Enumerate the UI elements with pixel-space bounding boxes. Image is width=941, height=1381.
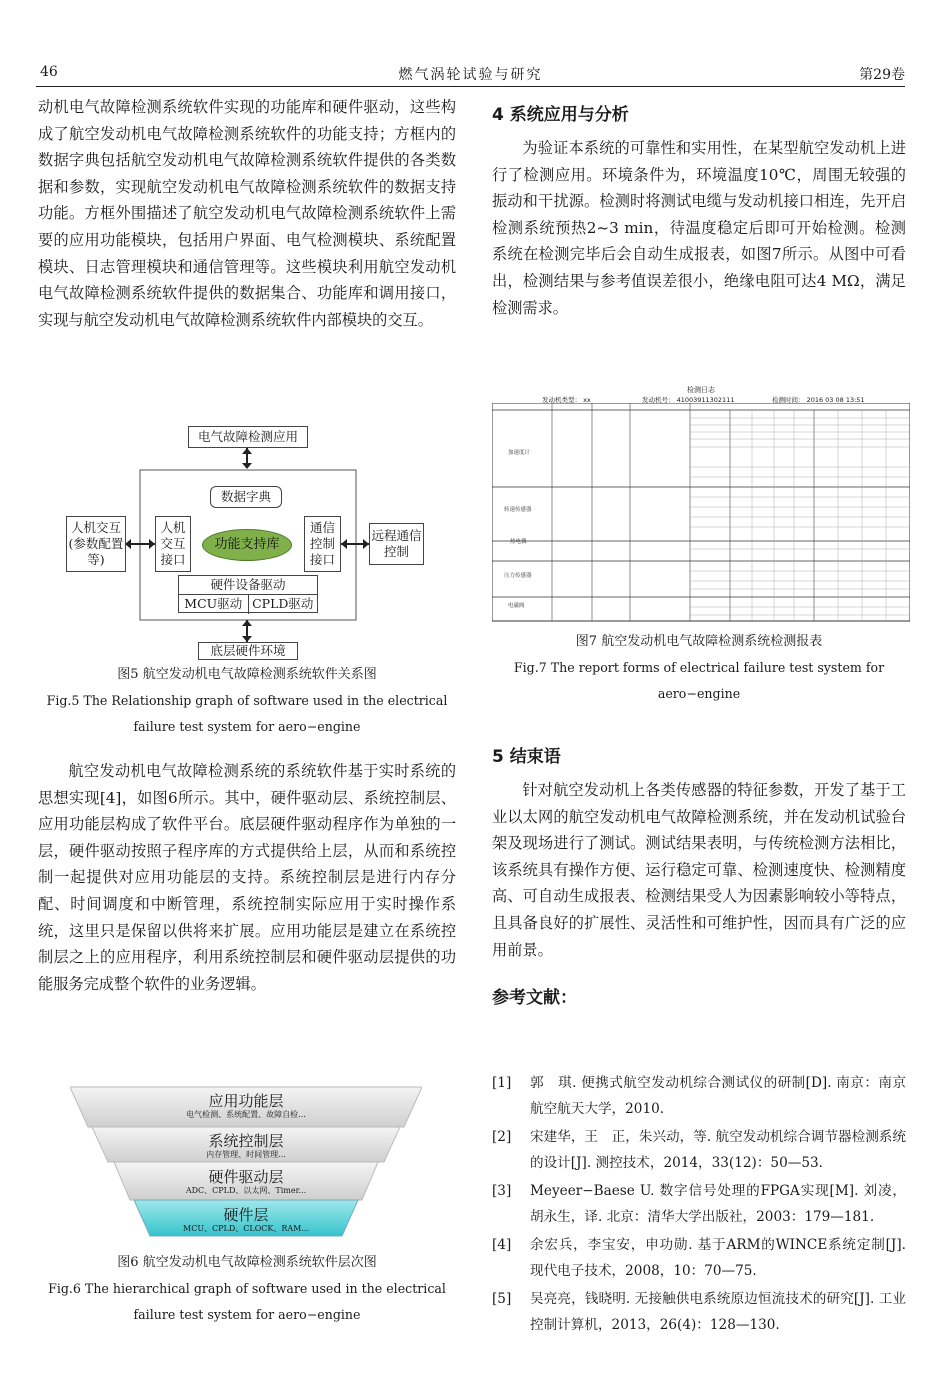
references-title: 参考文献：: [492, 988, 577, 1009]
volume-label: 第29卷: [859, 67, 905, 83]
page-number: 46: [40, 64, 58, 80]
layer-hardware-sub: MCU、CPLD、CLOCK、RAM...: [183, 1224, 309, 1233]
report-grid: [492, 403, 910, 623]
journal-title: 燃气涡轮试验与研究: [398, 67, 543, 83]
figure-5-caption-en-1: Fig.5 The Relationship graph of software used in the electrical: [46, 693, 448, 708]
layer-app-title: 应用功能层: [208, 1092, 284, 1110]
report-row-label-5: 电磁阀: [508, 603, 525, 609]
report-test-time: 检测时间： 2016 03 08 13:51: [772, 396, 865, 404]
section-5-title: 5 结束语: [492, 747, 561, 767]
figure-7-report: [492, 385, 910, 623]
figure-7-caption-cn: 图7 航空发动机电气故障检测系统检测报表: [575, 634, 823, 649]
figure-6-caption: [38, 1250, 456, 1328]
figure-5-caption: [38, 662, 456, 740]
left-column-lower: [38, 758, 456, 997]
right-paragraph-2: 针对航空发动机上各类传感器的特征参数，开发了基于工业以太网的航空发动机电气故障检测系统，并在发动机试验台架及现场进行了测试。测试结果表明，与传统检测方法相比，该系统具有操作方便、运行稳定可靠、检测速度快、检测精度高、可自动生成报表、检测结果受人为因素影响较小等特点，且具备良好的扩展性、灵活性和可维护性，因而具有广泛的应用前景。: [492, 781, 906, 959]
left-column: [38, 94, 456, 333]
section-4-title: 4 系统应用与分析: [492, 105, 629, 125]
left-paragraph-1: 动机电气故障检测系统软件实现的功能库和硬件驱动，这些构成了航空发动机电气故障检测系统软件的功能支持；方框内的数据字典包括航空发动机电气故障检测系统软件提供的各类数据和参数，实现航空发动机电气故障检测系统软件的数据支持功能。方框外围描述了航空发动机电气故障检测系统软件上需要的应用功能模块，包括用户界面、电气检测模块、系统配置模块、日志管理模块和通信管理等。这些模块利用航空发动机电气故障检测系统软件提供的数据集合、功能库和调用接口，实现与航空发动机电气故障检测系统软件内部模块的交互。: [38, 98, 456, 329]
hmi-interface-box: 人机交互接口: [155, 516, 191, 572]
comm-interface-box: 通信控制接口: [304, 516, 341, 572]
right-column-lower: [492, 742, 906, 1008]
layer-app-sub: 电气检测、系统配置、故障自检...: [186, 1110, 306, 1119]
figure-5-caption-en-2: failure test system for aero−engine: [133, 719, 361, 734]
layer-driver-sub: ADC、CPLD、以太网、Timer...: [185, 1186, 307, 1195]
layer-control-title: 系统控制层: [208, 1132, 284, 1150]
report-row-label-4: 压力传感器: [504, 573, 532, 579]
right-paragraph-1: 为验证本系统的可靠性和实用性，在某型航空发动机上进行了检测应用。环境条件为，环境温度10℃，周围无较强的振动和干扰源。检测时将测试电缆与发动机接口相连，先开启检测系统预热2~3 min，待温度稳定后即可开始检测。检测系统在检测完毕后会自动生成报表，如图7所示。从图中可看出，检测结果与参考值误差很小，绝缘电阻可达4 MΩ，满足检测需求。: [492, 139, 906, 317]
mcu-driver-label: MCU驱动: [179, 595, 249, 614]
layer-hardware-title: 硬件层: [223, 1206, 269, 1224]
figure-7-caption-en-1: Fig.7 The report forms of electrical failure test system for: [513, 660, 885, 675]
app-box: 电气故障检测应用: [188, 426, 308, 448]
hardware-driver-label: 硬件设备驱动: [179, 576, 317, 595]
report-row-label-3: 热电偶: [510, 539, 527, 545]
figure-7-caption-en-2: aero−engine: [657, 686, 741, 701]
layer-control-sub: 内存管理、时间管理...: [206, 1150, 286, 1159]
figure-6-caption-en-2: failure test system for aero−engine: [133, 1307, 361, 1322]
figure-6-caption-en-1: Fig.6 The hierarchical graph of software used in the electrical: [48, 1281, 446, 1296]
hardware-driver-box: [178, 575, 318, 613]
report-title: 检测日志: [687, 386, 715, 394]
figure-5: [38, 420, 456, 660]
running-header: [36, 60, 905, 87]
left-paragraph-2: 航空发动机电气故障检测系统的系统软件基于实时系统的思想实现[4]，如图6所示。其中，硬件驱动层、系统控制层、应用功能层构成了软件平台。底层硬件驱动程序作为单独的一层，硬件驱动按照子程序库的方式提供给上层，从而和系统控制一起提供对应用功能层的支持。系统控制层是进行内存分配、时间调度和中断管理，系统控制实际应用于实时操作系统，这里只是保留以供将来扩展。应用功能层是建立在系统控制层之上的应用程序，利用系统控制层和硬件驱动层提供的功能服务完成整个软件的业务逻辑。: [38, 762, 456, 993]
figure-6: [70, 1082, 422, 1242]
layer-driver-title: 硬件驱动层: [208, 1168, 284, 1186]
report-engine-type: 发动机类型： xx: [542, 396, 591, 404]
hmi-box: 人机交互(参数配置等): [66, 516, 126, 572]
data-dictionary-box: 数据字典: [210, 486, 282, 508]
report-row-label-1: 加速度计: [508, 450, 531, 456]
report-engine-number: 发动机号： 41003911302111: [642, 396, 735, 404]
figure-5-caption-cn: 图5 航空发动机电气故障检测系统软件关系图: [117, 667, 377, 682]
base-hardware-box: 底层硬件环境: [198, 642, 298, 660]
figure-6-caption-cn: 图6 航空发动机电气故障检测系统软件层次图: [117, 1255, 377, 1270]
remote-comm-box: 远程通信控制: [369, 523, 424, 565]
cpld-driver-label: CPLD驱动: [252, 596, 314, 611]
report-row-label-2: 转速传感器: [504, 507, 532, 513]
figure-7-caption: [492, 629, 906, 707]
right-column: [492, 100, 906, 321]
function-library-ellipse: 功能支持库: [202, 529, 292, 561]
